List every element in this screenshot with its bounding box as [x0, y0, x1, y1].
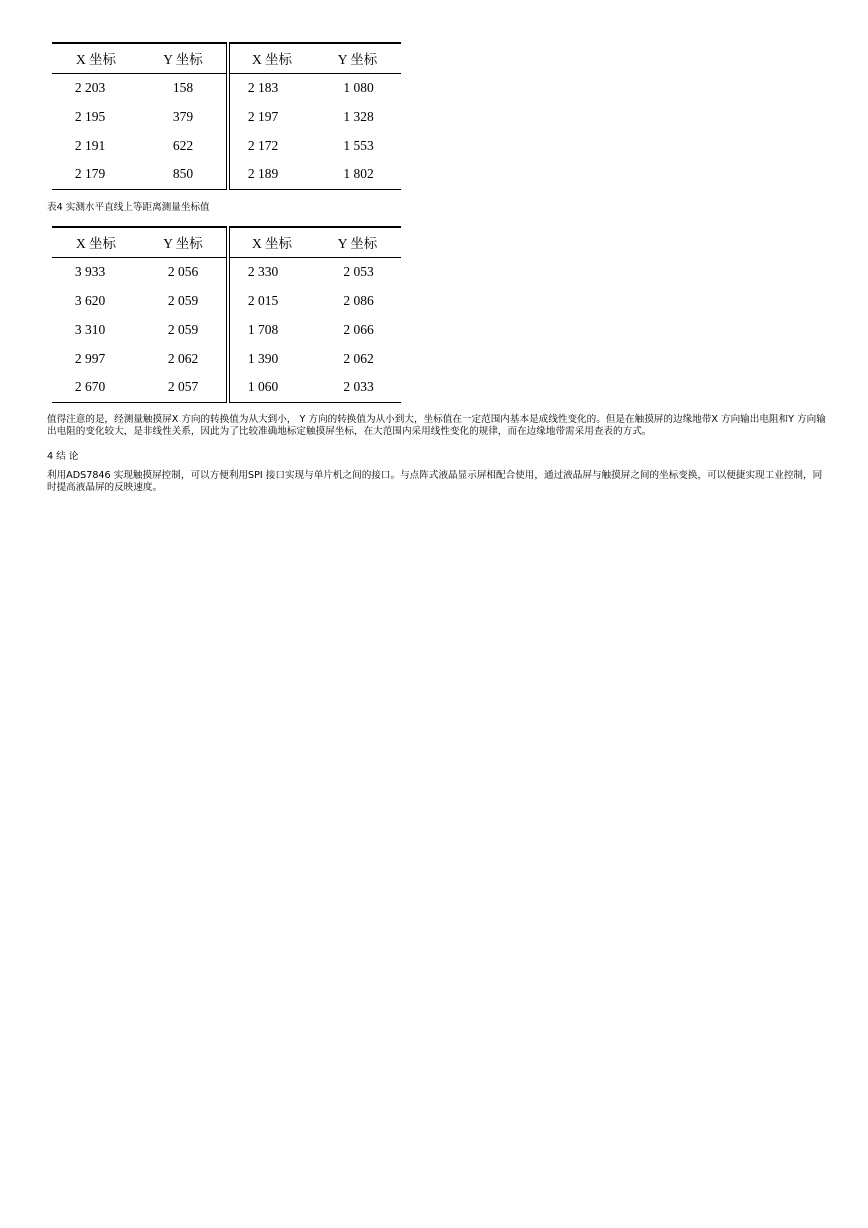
col-header-x: X 坐标	[228, 227, 314, 257]
table-header-row	[52, 43, 401, 73]
table-cell: 2 059	[140, 315, 228, 344]
table-cell: 2 179	[52, 160, 140, 189]
table-cell: 2 015	[247, 292, 279, 308]
table-cell: 158	[140, 73, 228, 102]
table-cell: 1 553	[343, 137, 374, 153]
table-row	[52, 257, 401, 286]
table-cell: 2 066	[343, 321, 374, 337]
table-cell: 2 670	[52, 373, 140, 402]
table-row	[52, 160, 401, 189]
table-cell: 2 197	[247, 108, 279, 124]
body-paragraph: 利用ADS7846 实现触摸屏控制，可以方便利用SPI 接口实现与单片机之间的接口。与点阵式液晶显示屏相配合使用，通过液晶屏与触摸屏之间的坐标变换，可以便捷实现工业控制，同时提高液晶屏的反映速度。	[47, 470, 823, 493]
table-cell: 1 802	[314, 160, 401, 189]
table-row	[52, 286, 401, 315]
table-cell: 379	[140, 102, 228, 131]
coordinate-table-2	[52, 226, 401, 403]
table-caption: 表4 实测水平直线上等距离测量坐标值	[47, 202, 210, 213]
table-cell: 1 060	[228, 373, 314, 402]
table-cell: 2 033	[314, 373, 401, 402]
table-cell: 2 189	[228, 160, 314, 189]
table-cell: 2 195	[74, 108, 106, 124]
table-cell: 1 328	[343, 108, 374, 124]
table-cell: 2 053	[343, 263, 374, 279]
table-cell: 1 390	[247, 350, 279, 366]
table-row	[52, 344, 401, 373]
table-cell: 2 997	[74, 350, 106, 366]
col-header-y: Y 坐标	[314, 227, 401, 257]
table-cell: 850	[140, 160, 228, 189]
table-cell: 1 080	[343, 79, 374, 95]
table-row	[52, 102, 401, 131]
table-row	[52, 373, 401, 402]
table-cell: 1 708	[247, 321, 279, 337]
table-cell: 3 933	[74, 263, 106, 279]
table-cell: 2 330	[247, 263, 279, 279]
table-cell: 2 056	[140, 257, 228, 286]
table-cell: 2 183	[247, 79, 279, 95]
col-header-y: Y 坐标	[140, 227, 228, 257]
col-header-y: Y 坐标	[140, 43, 228, 73]
table-cell: 2 172	[247, 137, 279, 153]
table-cell: 2 062	[140, 344, 228, 373]
table-row	[52, 131, 401, 160]
col-header-x: X 坐标	[52, 43, 140, 73]
table-cell: 3 620	[74, 292, 106, 308]
body-paragraph: 值得注意的是，经测量触摸屏X 方向的转换值为从大到小， Y 方向的转换值为从小到大，坐标值在一定范围内基本是成线性变化的。但是在触摸屏的边缘地带X 方向输出电阻和Y 方向输出电阻的变化较大，是非线性关系，因此为了比较准确地标定触摸屏坐标，在大范围内采用线性变化的规律，而在边缘地带需采用查表的方式。	[47, 414, 826, 437]
section-heading: 4 结 论	[47, 451, 79, 462]
table-header-row	[52, 227, 401, 257]
table-cell: 2 062	[343, 350, 374, 366]
table-row	[52, 315, 401, 344]
col-header-x: X 坐标	[52, 227, 140, 257]
table-cell: 2 086	[343, 292, 374, 308]
table-cell: 2 059	[140, 286, 228, 315]
table-cell: 2 191	[74, 137, 106, 153]
col-header-x: X 坐标	[228, 43, 314, 73]
table-row	[52, 73, 401, 102]
col-header-y: Y 坐标	[314, 43, 401, 73]
table-cell: 2 203	[74, 79, 106, 95]
table-cell: 622	[140, 131, 228, 160]
coordinate-table-1	[52, 42, 401, 190]
table-cell: 3 310	[74, 321, 106, 337]
table-cell: 2 057	[140, 373, 228, 402]
